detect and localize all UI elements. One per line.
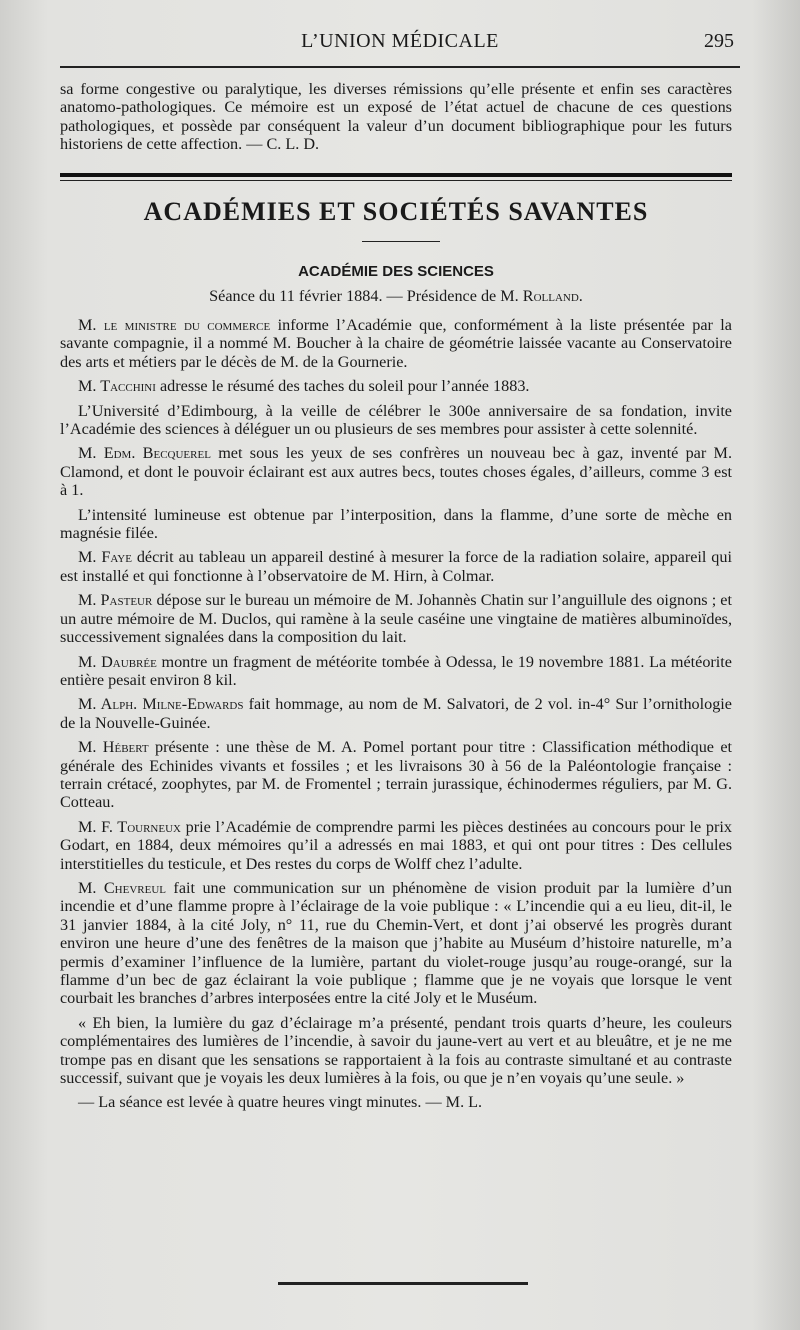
paragraph-lead: M. Edm. Becquerel (78, 444, 211, 463)
paragraph-lead: M. Chevreul (78, 878, 166, 897)
running-head (60, 30, 740, 60)
paragraph-text: prie l’Académie de comprendre parmi les pièces destinées au concours pour le prix Godart, en 1884, deux mémoires qu’il a adressés en mai 1883, et qui ont pour titres : Des cellules interstitielles du testicule, et Des restes du corps de Wolff chez l’adulte. (60, 817, 732, 873)
seance-prefix: Séance du 11 février 1884. — Présidence de M. (209, 287, 523, 305)
paragraph-text: adresse le résumé des taches du soleil pour l’année 1883. (155, 377, 530, 396)
body-paragraph (60, 548, 732, 585)
seance-suffix: . (578, 287, 583, 305)
body-paragraph (60, 402, 732, 439)
paragraph-text: « Eh bien, la lumière du gaz d’éclairage m’a présenté, pendant trois quarts d’heure, les couleurs complémentaires des lumières de l’incendie, à savoir du jaune-vert au vert et au bleuâtre, et je ne me trompe pas en disant que les sensations se rapportaient à la fois au contraste simultané et au contraste successif, suivant que je voyais les deux lumières à la fois, ou que je n’en voyais qu’une seule. » (60, 1013, 732, 1088)
intro-block (60, 80, 732, 154)
paragraph-text: L’intensité lumineuse est obtenue par l’interposition, dans la flamme, d’une sorte de mèche en magnésie filée. (60, 505, 732, 543)
body-paragraph (60, 818, 732, 873)
paragraph-lead: M. Faye (78, 548, 132, 567)
intro-paragraph: sa forme congestive ou paralytique, les diverses rémissions qu’elle présente et enfin ses caractères anatomo-pathologiques. Ce mémoire est un exposé de l’état actuel de chacune de ces questions pathologiques, et possède par conséquent la valeur d’un document bibliographique pour les futurs historiens de cette affection. — C. L. D. (60, 80, 732, 154)
paragraph-text: dépose sur le bureau un mémoire de M. Johannès Chatin sur l’anguillule des oignons ; et un autre mémoire de M. Duclos, qui ramène à la seule caséine une vingtaine de matières albuminoïdes, successivement signalées dans la composition du lait. (60, 591, 732, 647)
paragraph-text: met sous les yeux de ses confrères un nouveau bec à gaz, inventé par M. Clamond, et dont le pouvoir éclairant est aux autres becs, toutes choses égales, d’ailleurs, comme 3 est à 1. (60, 444, 732, 500)
title-rule (362, 241, 440, 242)
paragraph-text: — La séance est levée à quatre heures vingt minutes. — M. L. (78, 1093, 483, 1112)
body-paragraph (60, 591, 732, 646)
body-paragraph (60, 1014, 732, 1088)
paragraph-lead: M. F. Tourneux (78, 817, 181, 836)
body-paragraph (60, 1093, 732, 1111)
body-paragraph (60, 653, 732, 690)
body-paragraph (60, 738, 732, 812)
journal-title: L’UNION MÉDICALE (301, 30, 499, 52)
body-paragraph (60, 695, 732, 732)
paragraph-lead: M. Tacchini (78, 377, 156, 396)
paragraph-text: fait hommage, au nom de M. Salvatori, de 2 vol. in-4° Sur l’ornithologie de la Nouvelle-Guinée. (60, 695, 732, 732)
paragraph-lead: M. Hébert (78, 738, 149, 757)
paragraph-text: L’Université d’Edimbourg, à la veille de célébrer le 300e anniversaire de sa fondation, invite l’Académie des sciences à déléguer un ou plusieurs de ses membres pour assister à cette solennité. (60, 401, 732, 439)
body-paragraph (60, 444, 732, 499)
seance-line (60, 287, 732, 306)
paragraph-lead: M. Daubrée (78, 652, 157, 671)
section-rule-thick (60, 173, 732, 177)
paragraph-text: montre un fragment de météorite tombée à Odessa, le 19 novembre 1881. La météorite entière pesait environ 8 kil. (60, 652, 732, 689)
paragraph-text: présente : une thèse de M. A. Pomel portant pour titre : Classification méthodique et générale des Echinides vivants et fossiles ; et les livraisons 30 à 56 de la Paléontologie française : terrain crétacé, zoophytes, par M. de Fromentel ; terrain jurassique, échinodermes réguliers, par M. G. Cotteau. (60, 738, 732, 812)
section-rule-thin (60, 180, 732, 181)
end-rule (278, 1282, 528, 1285)
paragraph-text: décrit au tableau un appareil destiné à mesurer la force de la radiation solaire, appareil qui est installé et qui fonctionne à l’observatoire de M. Hirn, à Colmar. (60, 548, 732, 585)
seance-president: Rolland (522, 287, 579, 305)
page-number: 295 (704, 30, 734, 52)
body-paragraph (60, 316, 732, 371)
paragraph-lead: M. Alph. Milne-Edwards (78, 695, 244, 714)
paragraph-text: fait une communication sur un phénomène de vision produit par la lumière d’un incendie et d’une flamme propre à l’éclairage de la voie publique : « L’incendie qui a eu lieu, dit-il, le 31 janvier 1884, à la cité Joly, n° 11, rue du Chemin-Vert, et dont j’ai observé les progrès durant environ une heure d’une des fenêtres de la maison que j’habite au Muséum d’histoire naturelle, m’a permis d’examiner l’influence de la lumière, partant du violet-rouge jusqu’au rouge-orangé, sur la flamme d’un bec de gaz éclairant la voie publique ; flamme que je ne voyais que lorsque le vent courbait les branches d’arbres interposées entre la cité Joly et le Muséum. (60, 878, 732, 1008)
body-text (60, 316, 732, 1112)
section-subtitle: ACADÉMIE DES SCIENCES (298, 263, 494, 280)
body-paragraph (60, 879, 732, 1008)
paragraph-lead: M. le ministre du commerce (78, 316, 271, 334)
paragraph-text: informe l’Académie que, conformément à la liste présentée par la savante compagnie, il a nommé M. Boucher à la chaire de géométrie laissée vacante au Conservatoire des arts et métiers par le décès de M. de la Gournerie. (60, 316, 732, 371)
body-paragraph (60, 506, 732, 543)
header-rule (60, 66, 740, 68)
paragraph-lead: M. Pasteur (78, 591, 153, 610)
section-title: ACADÉMIES ET SOCIÉTÉS SAVANTES (143, 197, 649, 226)
body-paragraph (60, 377, 732, 395)
